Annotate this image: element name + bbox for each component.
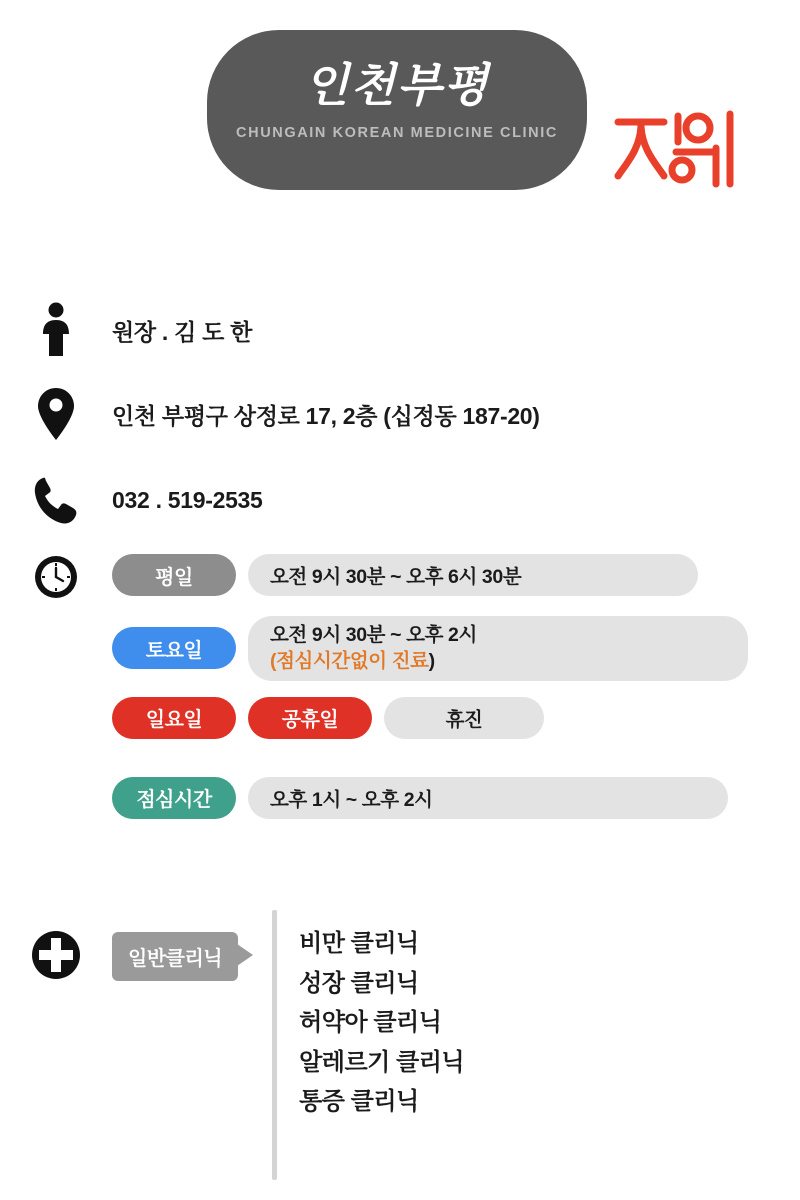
weekday-label: 평일 <box>112 554 236 596</box>
list-item: 알레르기 클리닉 <box>299 1048 465 1076</box>
medical-cross-icon <box>0 910 112 1180</box>
weekday-hours-row <box>0 550 800 600</box>
phone-number: 032 . 519-2535 <box>112 486 263 513</box>
clinic-list <box>299 910 464 1180</box>
medical-cross-icon-glyph <box>31 930 81 980</box>
closed-value-text: 휴진 <box>445 708 483 731</box>
phone-row <box>0 468 800 532</box>
saturday-note-close: ) <box>428 650 435 673</box>
person-icon-glyph <box>36 302 76 358</box>
lunch-value <box>248 777 728 819</box>
director-name: 원장 . 김 도 한 <box>112 318 253 345</box>
hours-icon-spacer <box>0 646 112 650</box>
logo-plate <box>207 30 587 190</box>
saturday-value-line1: 오전 9시 30분 ~ 오후 2시 <box>270 624 477 646</box>
clinic-section <box>0 910 800 1180</box>
closed-days-row <box>0 697 800 739</box>
brand-name-en: CHUNGAIN KOREAN MEDICINE CLINIC <box>236 124 558 141</box>
phone-icon-glyph <box>33 475 79 525</box>
director-row <box>0 298 800 362</box>
phone-icon <box>0 475 112 525</box>
saturday-hours-row <box>0 616 800 681</box>
hours-icon-spacer-2 <box>0 716 112 720</box>
location-pin-icon-glyph <box>36 386 76 442</box>
clinic-tag-arrow-icon <box>237 944 253 966</box>
clinic-tag-wrap <box>112 910 238 1180</box>
lunch-hours-row <box>0 777 800 819</box>
lunch-value-text: 오후 1시 ~ 오후 2시 <box>270 788 433 811</box>
saturday-note: (점심시간없이 진료 <box>270 650 429 673</box>
hours-icon-spacer-3 <box>0 796 112 800</box>
brand-logo-mark-glyph <box>612 108 742 188</box>
list-item: 비만 클리닉 <box>299 930 419 957</box>
list-item: 통증 클리닉 <box>299 1088 419 1116</box>
weekday-value-text: 오전 9시 30분 ~ 오후 6시 30분 <box>270 566 522 588</box>
saturday-label: 토요일 <box>112 627 236 669</box>
hours-section <box>0 550 800 819</box>
address-text: 인천 부평구 상정로 17, 2층 (십정동 187-20) <box>112 402 540 429</box>
closed-value <box>384 697 544 739</box>
person-icon <box>0 302 112 358</box>
list-item: 허약아 클리닉 <box>299 1009 442 1037</box>
sunday-label: 일요일 <box>112 697 236 739</box>
clinic-divider <box>272 910 277 1180</box>
saturday-value-line2 <box>270 648 726 674</box>
saturday-value <box>248 616 748 681</box>
clock-icon <box>0 550 112 600</box>
clock-icon-glyph <box>33 554 79 600</box>
address-row <box>0 382 800 446</box>
weekday-value <box>248 554 698 596</box>
holiday-label: 공휴일 <box>248 697 372 739</box>
header <box>0 30 800 190</box>
brand-name-ko: 인천부평 <box>304 58 490 112</box>
location-pin-icon <box>0 386 112 442</box>
list-item: 성장 클리닉 <box>299 969 419 997</box>
clinic-tag: 일반클리닉 <box>112 932 238 981</box>
brand-logo-mark <box>612 108 742 186</box>
lunch-label: 점심시간 <box>112 777 236 819</box>
